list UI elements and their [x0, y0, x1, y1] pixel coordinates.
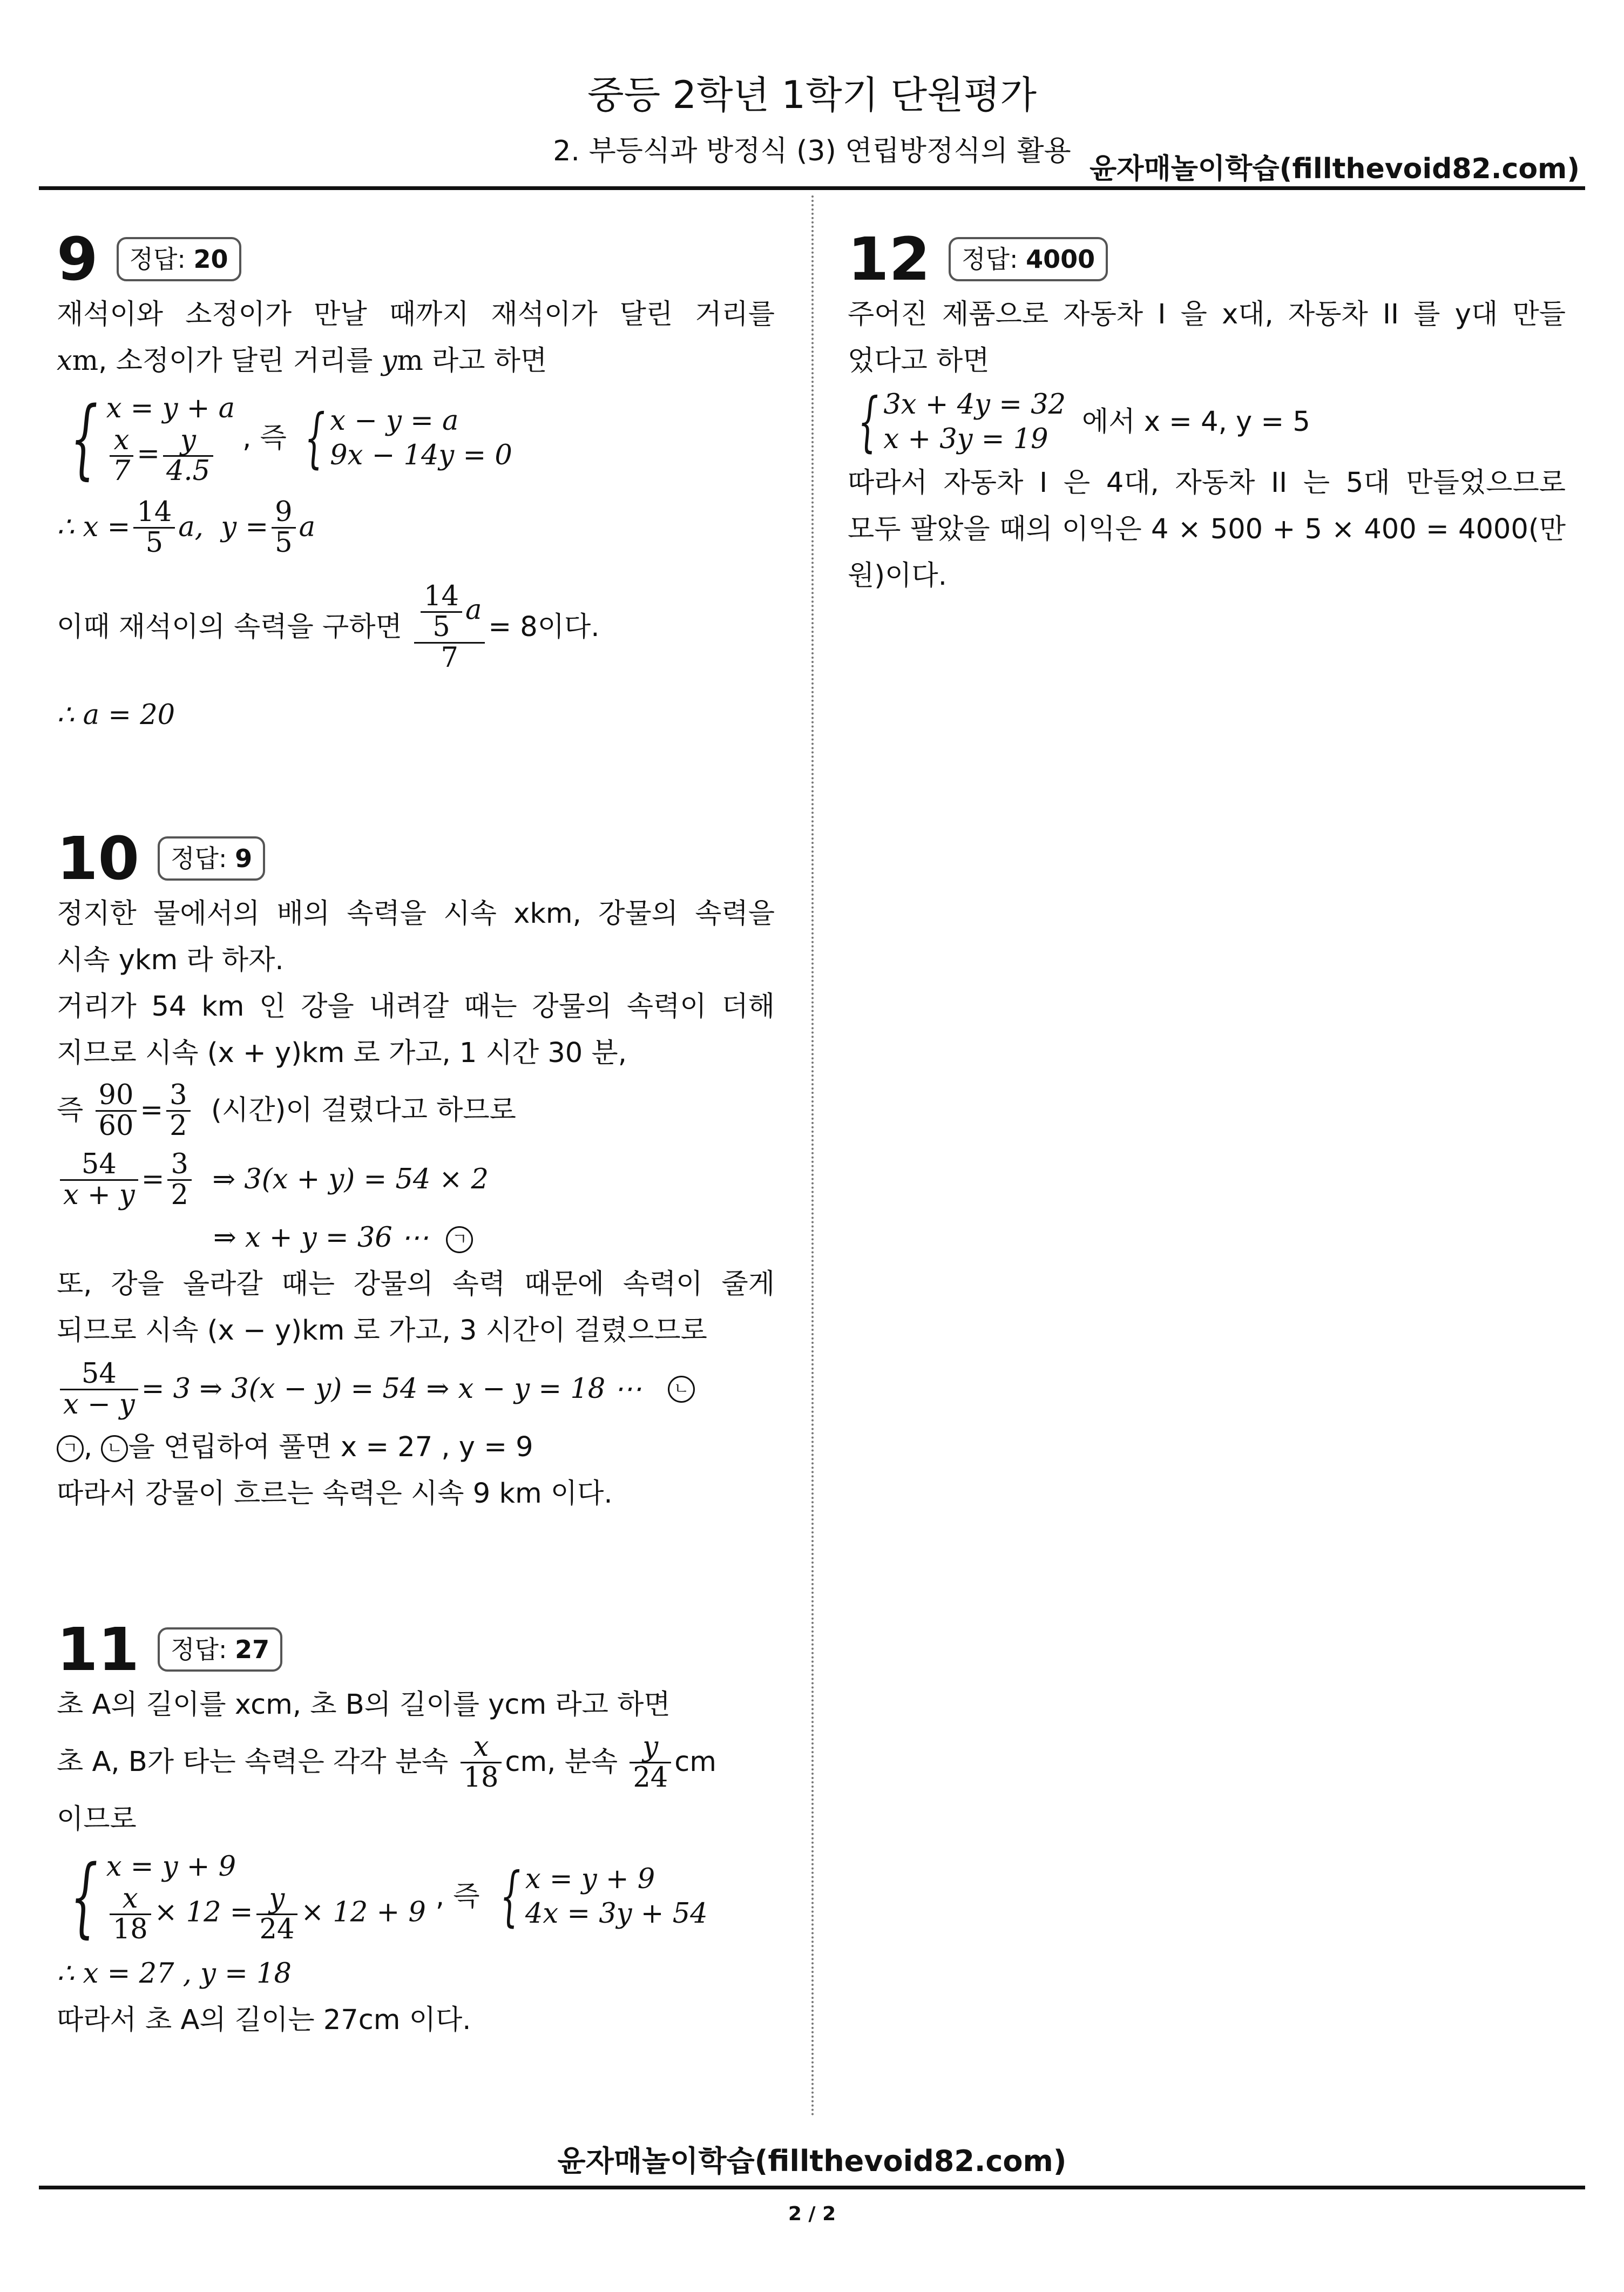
page-subtitle: 2. 부등식과 방정식 (3) 연립방정식의 활용 [553, 135, 1071, 167]
answer-value: 9 [235, 844, 253, 873]
equation-line: $\frac{54}{x - y}$ = 3 ⇒ 3(x − y) = 54 ⇒ x − y = 18 ⋯ ㄴ [57, 1354, 775, 1424]
header-divider [39, 186, 1585, 190]
solution-line: 주어진 제품으로 자동차 I 을 x대, 자동차 II 를 y대 만들 [848, 299, 1566, 330]
equation-line: $\frac{54}{x + y}$ = $\frac{3}{2}$ ⇒ 3(x + y) = 54 × 2 [57, 1145, 775, 1215]
answer-badge: 정답: 9 [158, 836, 265, 881]
header-site-label: 윤자매놀이학습(fillthevoid82.com) [1089, 153, 1580, 185]
solution-final: ∴ a = 20 [57, 699, 175, 731]
solution-line: 되므로 시속 (x − y)km 로 가고, 3 시간이 걸렸으므로 [57, 1315, 707, 1347]
equation-system: { x = y + 9 $\frac{x}{18}$ × 12 = $\frac{y}{24}$ × 12 + 9 , 즉 { x = y + 9 4x = 3y + 54 [70, 1846, 708, 1947]
solution-line: 거리가 54 km 인 강을 내려갈 때는 강물의 속력이 더해 [57, 991, 775, 1023]
answer-value: 27 [235, 1635, 270, 1664]
question-10 [57, 826, 775, 1517]
solution-final: 따라서 강물이 흐르는 속력은 시속 9 km 이다. [57, 1478, 613, 1510]
question-number: 10 [57, 824, 140, 893]
solution-line: 지므로 시속 (x + y)km 로 가고, 1 시간 30 분, [57, 1037, 627, 1069]
solution-result: ∴ x = 27 , y = 18 [57, 1958, 292, 1990]
solution-line: 초 A, B가 타는 속력은 각각 분속 $\frac{x}{18}$ cm, 분속 $\frac{y}{24}$ cm [57, 1730, 716, 1794]
solution-line: ㄱ , ㄴ 을 연립하여 풀면 x = 27 , y = 9 [57, 1424, 775, 1471]
circled-label: ㄴ [668, 1376, 695, 1403]
circled-label: ㄱ [446, 1226, 473, 1253]
solution-line: 따라서 자동차 I 은 4대, 자동차 II 는 5대 만들었으므로 [848, 467, 1566, 499]
circled-label: ㄱ [57, 1435, 84, 1462]
solution-line: xm, 소정이가 달린 거리를 ym 라고 하면 [57, 345, 547, 377]
solution-final: 따라서 초 A의 길이는 27cm 이다. [57, 2004, 471, 2036]
equation-system: { 3x + 4y = 32 x + 3y = 19 에서 x = 4, y = 5 [858, 384, 1310, 459]
answer-badge: 정답: 4000 [949, 237, 1108, 281]
page-title: 중등 2학년 1학기 단원평가 [587, 73, 1037, 117]
solution-final: 원)이다. [848, 560, 947, 592]
answer-badge: 정답: 27 [158, 1627, 282, 1672]
circled-label: ㄴ [101, 1435, 128, 1462]
footer-divider [39, 2186, 1585, 2189]
solution-line: 시속 ykm 라 하자. [57, 944, 284, 976]
question-11 [57, 1617, 775, 2044]
solution-line: 모두 팔았을 때의 이익은 4 × 500 + 5 × 400 = 4000(만 [848, 513, 1566, 545]
question-number: 11 [57, 1615, 140, 1684]
column-divider [811, 195, 814, 2118]
footer-site-label: 윤자매놀이학습(fillthevoid82.com) [557, 2144, 1067, 2178]
solution-line: 초 A의 길이를 xcm, 초 B의 길이를 ycm 라고 하면 [57, 1689, 671, 1721]
equation-line: ⇒ x + y = 36 ⋯ ㄱ [57, 1215, 775, 1261]
question-12 [848, 227, 1566, 599]
answer-badge: 정답: 20 [117, 237, 241, 281]
solution-line: 이므로 [57, 1803, 137, 1835]
solution-line: 재석이와 소정이가 만날 때까지 재석이가 달린 거리를 [57, 299, 775, 330]
answer-value: 4000 [1026, 245, 1095, 274]
question-number: 12 [848, 225, 931, 294]
equation-system: { x = y + a $\frac{x}{7}$ = $\frac{y}{4.5}$ , 즉 { x − y = a 9x − 14y = 0 [70, 388, 512, 489]
solution-result: ∴ x = $\frac{14}{5}$ a, y = $\frac{9}{5}$ a [57, 496, 315, 559]
question-9 [57, 227, 775, 739]
solution-line: 또, 강을 올라갈 때는 강물의 속력 때문에 속력이 줄게 [57, 1268, 775, 1300]
solution-line: 즉 $\frac{90}{60}$ = $\frac{3}{2}$ (시간)이 걸렸다고 하므로 [57, 1079, 516, 1142]
answer-value: 20 [193, 245, 228, 274]
solution-line: 이때 재석이의 속력을 구하면 $\frac{14}{5}$ a 7 = 8이다. [57, 580, 600, 674]
question-number: 9 [57, 225, 98, 294]
solution-line: 었다고 하면 [848, 345, 990, 377]
page-number: 2 / 2 [788, 2203, 836, 2225]
solution-line: 정지한 물에서의 배의 속력을 시속 xkm, 강물의 속력을 [57, 898, 775, 930]
